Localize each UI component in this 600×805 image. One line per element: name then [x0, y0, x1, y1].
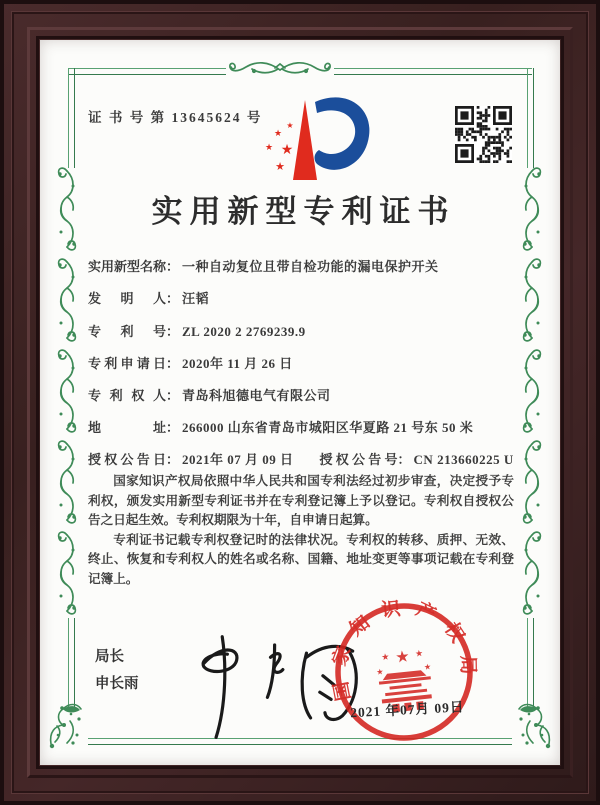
field-colon: ：: [166, 324, 180, 339]
legal-paragraph-1: 国家知识产权局依照中华人民共和国专利法经过初步审查，决定授予专利权，颁发实用新型专利证书并在专利登记簿上予以登记。专利权自授权公告之日起生效。专利权期限为十年，自申请日起算。: [88, 474, 514, 528]
seal-agency-text: 国家知识产权局: [328, 597, 479, 703]
star-icon: ★: [264, 142, 274, 152]
field-colon: ：: [166, 291, 180, 306]
border-right-scroll-ornament: [518, 166, 544, 621]
field-row-patent-no: [88, 321, 520, 340]
field-value: 青岛科旭德电气有限公司: [182, 388, 331, 403]
field-row-patentee: [88, 385, 520, 404]
field-grant-no: [320, 449, 514, 468]
field-label: 发明人: [88, 291, 166, 306]
star-icon: ★: [380, 651, 390, 663]
field-row-filing-date: [88, 353, 520, 372]
field-row-address: [88, 417, 520, 436]
field-label: 地址: [88, 420, 166, 435]
star-icon: ★: [414, 647, 424, 659]
field-row-grant: [88, 449, 520, 468]
star-icon: ★: [286, 121, 294, 130]
field-colon: ：: [397, 452, 411, 467]
cnipa-logo: [245, 92, 375, 190]
field-label: 专利号: [88, 324, 166, 339]
field-value: 汪韬: [182, 291, 210, 306]
emblem-beam3: [385, 689, 427, 696]
star-icon: ★: [423, 662, 432, 672]
star-icon: ★: [280, 143, 294, 158]
certificate-paper: [40, 40, 560, 765]
field-colon: ：: [166, 388, 180, 403]
star-icon: ★: [394, 648, 411, 667]
border-left-scroll-ornament: [55, 166, 81, 621]
border-left-line-top: [68, 68, 75, 168]
seal-date: 2021 年07月 09日: [349, 699, 465, 721]
field-label: 实用新型名称: [88, 259, 167, 274]
field-label: 专利申请日: [88, 356, 166, 371]
field-value: ZL 2020 2 2769239.9: [182, 324, 306, 339]
field-row-name: [88, 256, 520, 275]
field-colon: ：: [166, 452, 180, 467]
field-colon: ：: [166, 420, 180, 435]
field-label: 授权公告号: [319, 452, 398, 467]
emblem-beam2: [389, 683, 421, 689]
logo-blue-p: [315, 97, 370, 169]
border-top-flourish-icon: [226, 57, 334, 81]
director-name: 申长雨: [95, 676, 139, 692]
field-value: 2020年 11 月 26 日: [182, 356, 293, 371]
logo-red-wedge: [293, 100, 317, 180]
border-left-line-bottom: [68, 618, 75, 708]
star-icon: ★: [275, 161, 285, 173]
border-right-line-top: [527, 68, 534, 168]
official-seal: [320, 588, 487, 755]
director-block: [95, 644, 139, 698]
border-top-line-right: [334, 68, 532, 75]
star-icon: ★: [273, 128, 283, 138]
director-title: 局长: [95, 649, 124, 665]
logo-stars: [265, 121, 294, 173]
legal-text: [88, 472, 514, 590]
field-label: 授权公告日: [88, 452, 166, 467]
field-colon: ：: [166, 356, 180, 371]
certificate-number: 证 书 号 第 13645624 号: [88, 110, 263, 125]
star-icon: ★: [375, 667, 384, 677]
qr-code: [455, 106, 512, 163]
bottom-floral-left-icon: [46, 702, 84, 750]
field-colon: ：: [166, 259, 180, 274]
border-top-line-left: [68, 68, 226, 75]
field-value: CN 213660225 U: [413, 452, 514, 467]
field-row-inventor: [88, 288, 520, 307]
certificate-title: 实用新型专利证书: [151, 194, 456, 229]
field-label: 专利权人: [88, 388, 166, 403]
field-value: 一种自动复位且带自检功能的漏电保护开关: [182, 259, 439, 274]
field-value: 266000 山东省青岛市城阳区华夏路 21 号东 50 米: [182, 420, 474, 435]
field-value: 2021年 07 月 09 日: [182, 452, 294, 467]
legal-paragraph-2: 专利证书记载专利权登记时的法律状况。专利权的转移、质押、无效、终止、恢复和专利权人的姓名或名称、国籍、地址变更等事项记载在专利登记簿上。: [88, 532, 514, 586]
